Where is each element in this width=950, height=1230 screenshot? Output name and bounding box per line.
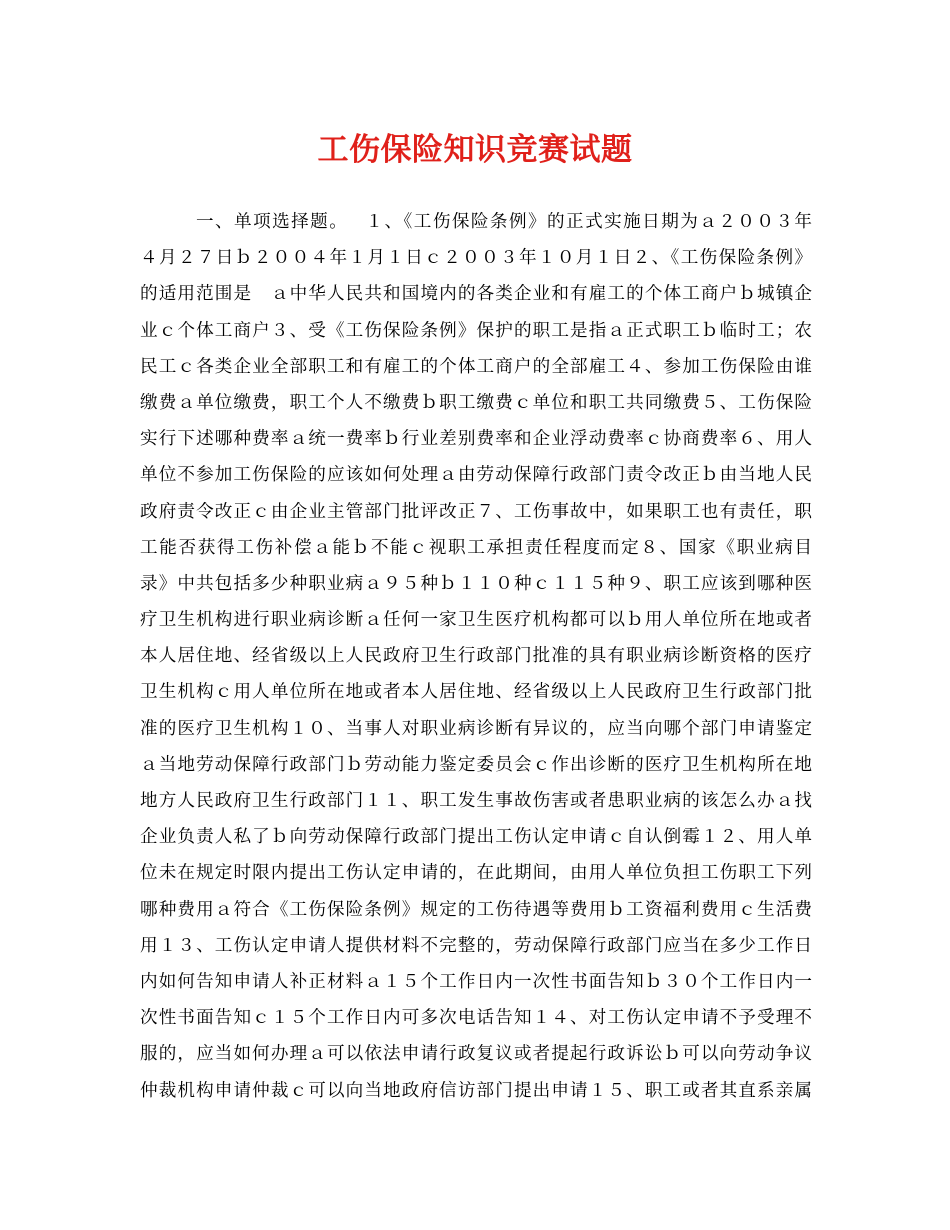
- body-line: 缴费ａ单位缴费，职工个人不缴费ｂ职工缴费ｃ单位和职工共同缴费５、工伤保险: [140, 392, 812, 413]
- body-line: 工能否获得工伤补偿ａ能ｂ不能ｃ视职工承担责任程度而定８、国家《职业病目: [140, 537, 812, 558]
- body-line: 单位不参加工伤保险的应该如何处理ａ由劳动保障行政部门责令改正ｂ由当地人民: [140, 465, 812, 486]
- body-line: 内如何告知申请人补正材料ａ１５个工作日内一次性书面告知ｂ３０个工作日内一: [140, 971, 812, 992]
- body-line: 用１３、工伤认定申请人提供材料不完整的，劳动保障行政部门应当在多少工作日: [140, 935, 812, 956]
- body-line: 本人居住地、经省级以上人民政府卫生行政部门批准的具有职业病诊断资格的医疗: [140, 646, 812, 667]
- body-line: 地方人民政府卫生行政部门１１、职工发生事故伤害或者患职业病的该怎么办ａ找: [140, 791, 812, 811]
- body-line: 的适用范围是 ａ中华人民共和国境内的各类企业和有雇工的个体工商户ｂ城镇企: [140, 284, 812, 305]
- body-line: 准的医疗卫生机构１０、当事人对职业病诊断有异议的，应当向哪个部门申请鉴定: [140, 718, 812, 739]
- document-title: 工伤保险知识竞赛试题: [317, 132, 633, 168]
- body-line: 民工ｃ各类企业全部职工和有雇工的个体工商户的全部雇工４、参加工伤保险由谁: [140, 356, 812, 377]
- body-line: 服的，应当如何办理ａ可以依法申请行政复议或者提起行政诉讼ｂ可以向劳动争议: [140, 1044, 812, 1065]
- body-line: 政府责令改正ｃ由企业主管部门批评改正７、工伤事故中，如果职工也有责任，职: [140, 501, 812, 522]
- body-line: 卫生机构ｃ用人单位所在地或者本人居住地、经省级以上人民政府卫生行政部门批: [140, 682, 812, 703]
- body-line: 疗卫生机构进行职业病诊断ａ任何一家卫生医疗机构都可以ｂ用人单位所在地或者: [140, 610, 812, 631]
- document-body: [140, 204, 812, 1109]
- body-line: 仲裁机构申请仲裁ｃ可以向当地政府信访部门提出申请１５、职工或者其直系亲属: [140, 1080, 812, 1101]
- body-line: 一、单项选择题。 １、《工伤保险条例》的正式实施日期为ａ２００３年: [196, 212, 812, 232]
- body-line: 次性书面告知ｃ１５个工作日内可多次电话告知１４、对工伤认定申请不予受理不: [140, 1008, 812, 1029]
- body-line: 位未在规定时限内提出工伤认定申请的，在此期间，由用人单位负担工伤职工下列: [140, 863, 812, 884]
- body-line: 业ｃ个体工商户３、受《工伤保险条例》保护的职工是指ａ正式职工ｂ临时工；农: [140, 320, 812, 341]
- body-line: 企业负责人私了ｂ向劳动保障行政部门提出工伤认定申请ｃ自认倒霉１２、用人单: [140, 827, 812, 848]
- body-line: 实行下述哪种费率ａ统一费率ｂ行业差别费率和企业浮动费率ｃ协商费率６、用人: [140, 429, 812, 450]
- body-line: 哪种费用ａ符合《工伤保险条例》规定的工伤待遇等费用ｂ工资福利费用ｃ生活费: [140, 899, 812, 920]
- body-line: 录》中共包括多少种职业病ａ９５种ｂ１１０种ｃ１１５种９、职工应该到哪种医: [140, 573, 812, 594]
- body-line: ４月２７日ｂ２００４年１月１日ｃ２００３年１０月１日２、《工伤保险条例》: [140, 248, 812, 269]
- body-line: ａ当地劳动保障行政部门ｂ劳动能力鉴定委员会ｃ作出诊断的医疗卫生机构所在地: [140, 754, 812, 775]
